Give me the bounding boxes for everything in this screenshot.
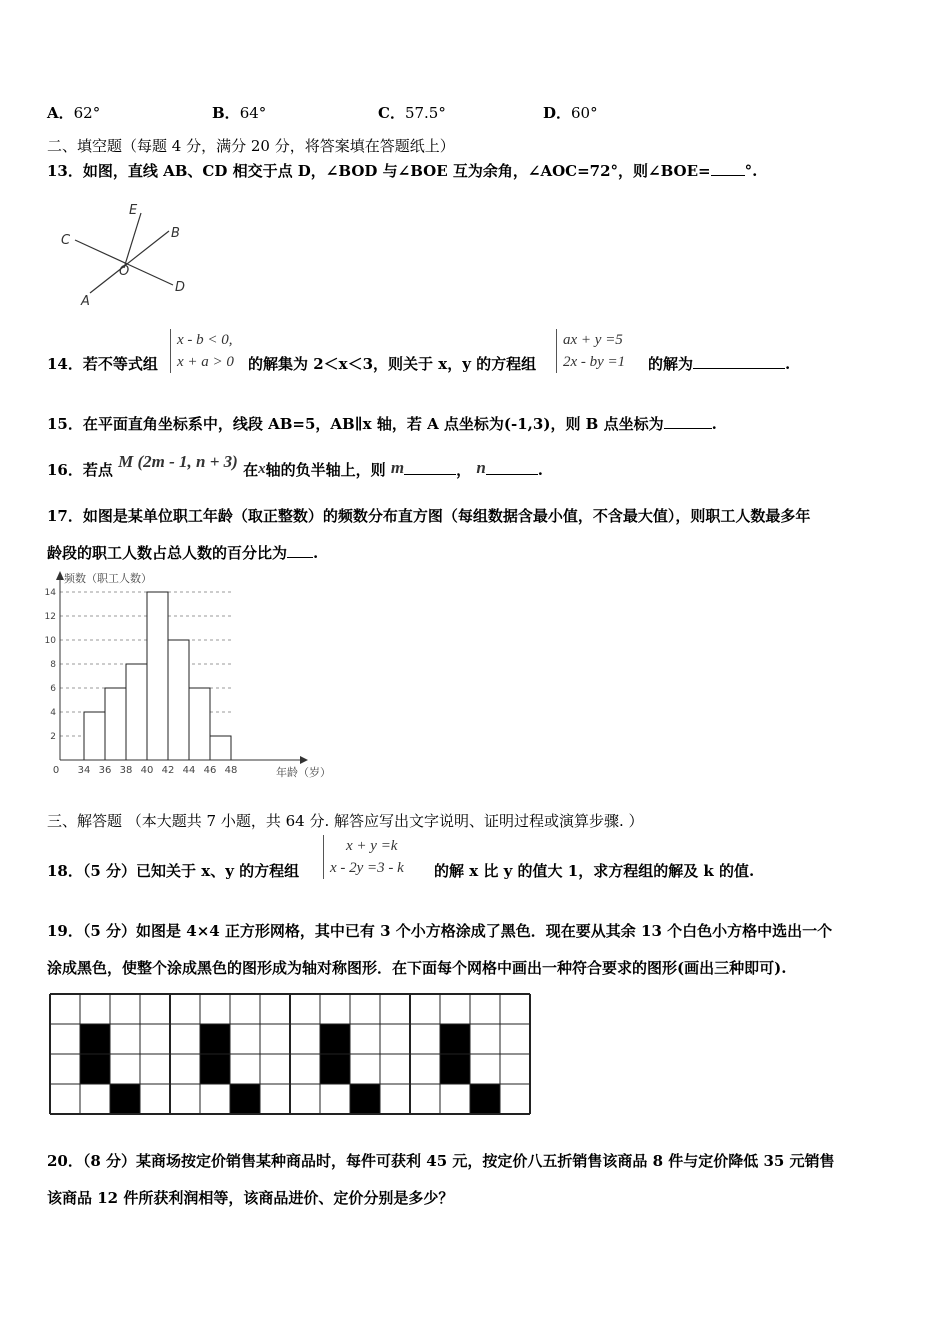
black-cell <box>200 1024 230 1054</box>
x-axis-label: 年龄（岁） <box>276 766 331 779</box>
black-cell <box>320 1024 350 1054</box>
option-d: D．60° <box>543 104 598 122</box>
q16-text: 16．若点 M (2m - 1, n + 3) 在x轴的负半轴上，则 m ， n . <box>47 452 544 479</box>
section2-title: 二、填空题（每题 4 分，满分 20 分，将答案填在答题纸上） <box>47 137 455 155</box>
q20-line1: 20．（8 分）某商场按定价销售某种商品时，每件可获利 45 元，按定价八五折销售该商品 8 件与定价降低 35 元销售 <box>47 1152 835 1170</box>
origin-label: 0 <box>52 765 60 776</box>
option-a: A．62° <box>47 104 101 122</box>
black-cell <box>80 1024 110 1054</box>
grid-4 <box>410 994 530 1114</box>
q15-text: 15．在平面直角坐标系中，线段 AB=5，AB∥x 轴，若 A 点坐标为(-1,3)，则 B 点坐标为 . <box>47 415 717 433</box>
black-cell <box>320 1054 350 1084</box>
black-cell <box>80 1054 110 1084</box>
histogram-bar <box>147 592 168 760</box>
grid-3 <box>290 994 410 1114</box>
q13-figure <box>55 195 200 313</box>
x-tick-label: 36 <box>98 765 112 776</box>
section3-title: 三、解答题 （本大题共 7 小题，共 64 分. 解答应写出文字说明、证明过程或演算步骤. ） <box>47 812 644 830</box>
x-tick-label: 48 <box>224 765 238 776</box>
q18-suffix: 的解 x 比 y 的值大 1，求方程组的解及 k 的值. <box>434 862 755 880</box>
histogram-bar <box>210 736 231 760</box>
q14-mid: 的解集为 2＜x＜3，则关于 x，y 的方程组 <box>248 355 537 373</box>
x-tick-label: 38 <box>119 765 133 776</box>
x-axis-arrow <box>300 756 308 764</box>
q16-point: M (2m - 1, n + 3) <box>118 452 238 471</box>
y-tick-label: 8 <box>50 660 56 670</box>
black-cell <box>110 1084 140 1114</box>
x-tick-label: 42 <box>161 765 175 776</box>
black-cell <box>440 1024 470 1054</box>
histogram-bar <box>105 688 126 760</box>
q17-line2: 龄段的职工人数占总人数的百分比为 . <box>47 544 319 562</box>
q19-line1: 19．（5 分）如图是 4×4 正方形网格，其中已有 3 个小方格涂成了黑色．现在要从其余 13 个白色小方格中选出一个 <box>47 922 833 940</box>
q19-line2: 涂成黑色，使整个涂成黑色的图形成为轴对称图形．在下面每个网格中画出一种符合要求的图形(画出三种即可). <box>47 959 787 977</box>
q20-line2: 该商品 12 件所获利润相等，该商品进价、定价分别是多少？ <box>47 1189 454 1207</box>
x-tick-label: 40 <box>140 765 154 776</box>
black-cell <box>470 1084 500 1114</box>
y-axis-label: 频数（职工人数） <box>64 572 152 585</box>
q18-prefix: 18．（5 分）已知关于 x、y 的方程组 <box>47 862 300 880</box>
black-cell <box>350 1084 380 1114</box>
grid-2 <box>170 994 290 1114</box>
grid-figures <box>48 992 534 1116</box>
y-tick-label: 14 <box>44 588 56 598</box>
grid-1 <box>50 994 170 1114</box>
y-tick-label: 12 <box>44 612 56 622</box>
black-cell <box>440 1054 470 1084</box>
x-tick-label: 34 <box>77 765 91 776</box>
histogram-bar <box>84 712 105 760</box>
label-e: E <box>129 203 138 218</box>
y-tick-label: 2 <box>50 732 56 742</box>
y-tick-label: 4 <box>50 708 56 718</box>
q13-text: 13．如图，直线 AB、CD 相交于点 D，∠BOD 与∠BOE 互为余角，∠AOC=72°，则∠BOE= °. <box>47 162 758 180</box>
option-b: B．64° <box>212 104 267 122</box>
option-c: C．57.5° <box>378 104 446 122</box>
y-tick-label: 10 <box>44 636 56 646</box>
label-o: O <box>119 264 130 279</box>
black-cell <box>230 1084 260 1114</box>
q14-system2: ax + y =5 2x - by =1 <box>556 329 625 373</box>
histogram-bar <box>189 688 210 760</box>
q14-prefix: 14．若不等式组 <box>47 355 158 373</box>
label-c: C <box>61 233 71 248</box>
y-axis-arrow <box>56 571 64 580</box>
q14-system1: x - b < 0, x + a > 0 <box>170 329 234 373</box>
q18-system: x + y =k x - 2y =3 - k <box>323 835 404 879</box>
label-a: A <box>81 294 90 309</box>
y-tick-label: 6 <box>50 684 56 694</box>
q14-suffix: 的解为 . <box>648 355 791 373</box>
x-tick-label: 44 <box>182 765 196 776</box>
label-d: D <box>175 280 186 295</box>
x-tick-label: 46 <box>203 765 217 776</box>
label-b: B <box>171 226 180 241</box>
histogram-chart <box>38 568 358 783</box>
q17-line1: 17．如图是某单位职工年龄（取正整数）的频数分布直方图（每组数据含最小值，不含最大值），则职工人数最多年 <box>47 507 811 525</box>
histogram-bar <box>168 640 189 760</box>
histogram-bar <box>126 664 147 760</box>
black-cell <box>200 1054 230 1084</box>
